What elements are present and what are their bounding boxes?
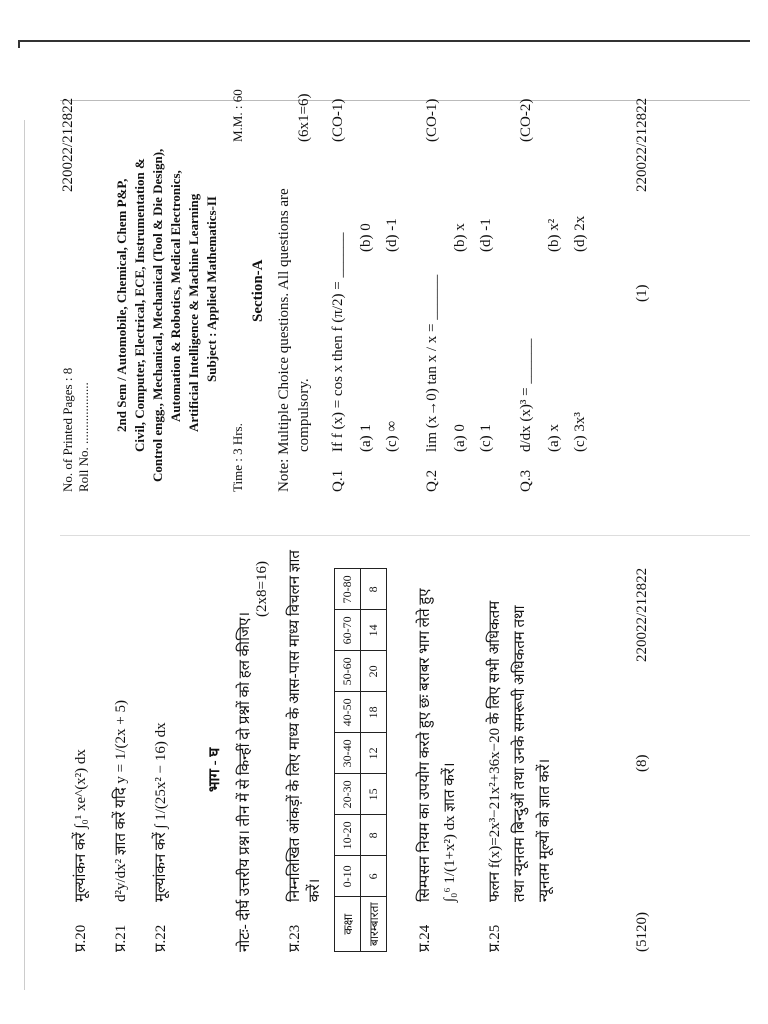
q23-text: निम्नलिखित आंकड़ों के लिए माध्य के आस-पास माध्य विचलन ज्ञात करें। [287,550,323,902]
footer-paper-code: (5120) [634,912,650,952]
subject: Subject : Applied Mathematics-II [204,196,219,382]
page-edge-left [24,120,25,990]
footer-page-number: (8) [634,754,650,772]
q1-number: Q.1 [330,469,346,492]
q22-number: प्र.22 [153,924,169,952]
q24-text-2: ∫₀⁶ 1/(1+x²) dx ज्ञात करें। [442,762,458,902]
section-a-title: Section-A [250,259,266,322]
table-cell: 12 [361,733,387,774]
table-cell: 20 [361,651,387,692]
q2-option-c: (c) 1 [478,424,494,452]
q24-number: प्र.24 [417,924,433,952]
left-page [54,532,714,962]
table-cell: 30-40 [335,733,361,774]
q2-co: (CO-1) [424,98,440,142]
section-d-marks: (2x8=16) [254,561,270,617]
time-allowed: Time : 3 Hrs. [230,423,245,492]
q22-text: मूल्यांकन करें ∫ 1/(25x² − 16) dx [153,722,169,902]
table-cell: 6 [361,856,387,897]
q23-number: प्र.23 [287,924,303,952]
printed-pages: No. of Printed Pages : 8 [60,367,75,492]
q3-option-a: (a) x [546,424,562,452]
max-marks: M.M. : 60 [230,89,245,142]
q3-option-b: (b) x² [546,218,562,252]
q25-number: प्र.25 [487,924,503,952]
table-header-class: कक्षा [335,897,361,952]
section-a-note: Note: Multiple Choice questions. All questions are [276,188,292,492]
table-cell: 0-10 [335,856,361,897]
footer-exam-code: 220022/212822 [634,567,650,662]
q1-text: If f (x) = cos x then f (π/2) = ______ [330,232,346,452]
q3-number: Q.3 [518,469,534,492]
page-edge-corner [18,40,20,48]
table-cell: 15 [361,774,387,815]
page-edge-top [20,40,750,42]
table-cell: 14 [361,610,387,651]
q21-number: प्र.21 [113,924,129,952]
exam-code-top: 220022/212822 [60,97,76,192]
q1-option-c: (c) ∞ [384,420,400,452]
q2-option-a: (a) 0 [452,424,468,452]
table-row [335,569,361,952]
q2-number: Q.2 [424,469,440,492]
q1-option-a: (a) 1 [358,424,374,452]
q25-text: फलन f(x)=2x³−21x²+36x−20 के लिए सभी अधिकतम [487,600,503,902]
table-cell: 40-50 [335,692,361,733]
section-d-note: नोटः- दीर्घ उत्तरीय प्रश्न। तीन में से किन्हीं दो प्रश्नों को हल कीजिए। [237,611,253,952]
q3-text: d/dx (x)³ = ______ [518,338,534,452]
table-cell: 10-20 [335,815,361,856]
header-line-3: Control engg., Mechanical, Mechanical (Tool & Die Design), [150,148,165,482]
table-header-frequency: बारम्बारता [361,897,387,952]
q2-text: lim (x→0) tan x / x = ______ [424,274,440,452]
footer-page-number: (1) [634,284,650,302]
q3-option-d: (d) 2x [572,215,588,252]
q21-text: d²y/dx² ज्ञात करें यदि y = 1/(2x + 5) [113,700,129,902]
q3-co: (CO-2) [518,98,534,142]
q1-co: (CO-1) [330,98,346,142]
q25-text-3: न्यूनतम मूल्यों को ज्ञात करें। [537,758,553,902]
q2-option-d: (d) -1 [478,218,494,252]
q3-option-c: (c) 3x³ [572,412,588,452]
frequency-table [334,568,387,952]
section-a-marks: (6x1=6) [296,93,312,142]
table-cell: 60-70 [335,610,361,651]
table-cell: 50-60 [335,651,361,692]
q1-option-b: (b) 0 [358,223,374,252]
q1-option-d: (d) -1 [384,218,400,252]
q25-text-2: तथा न्यूनतम बिन्दुओं तथा उनके समरूपी अधिकतम तथा [512,605,528,902]
section-d-title: भाग - घ [207,747,223,792]
header-line-1: 2nd Sem / Automobile, Chemical, Chem P&P, [114,178,129,432]
footer-exam-code: 220022/212822 [634,97,650,192]
table-cell: 8 [361,815,387,856]
roll-number: Roll No. ................... [76,382,91,492]
rotated-exam-sheet [54,62,714,962]
q20-number: प्र.20 [73,924,89,952]
section-a-note-2: compulsory. [296,378,312,452]
table-cell: 18 [361,692,387,733]
q24-text: सिम्पसन नियम का उपयोग करते हुए छः बराबर भाग लेते हुए [417,588,433,902]
header-line-2: Civil, Computer, Electrical, ECE, Instrumentation & [132,158,147,452]
table-cell: 8 [361,569,387,610]
q2-option-b: (b) x [452,223,468,252]
table-cell: 70-80 [335,569,361,610]
header-line-5: Artificial Intelligence & Machine Learning [186,193,201,432]
right-page [54,62,714,492]
table-row [361,569,387,952]
header-line-4: Automation & Robotics, Medical Electronics, [168,170,183,422]
q20-text: मूल्यांकन करें ∫₀¹ xe^(x²) dx [73,749,89,902]
table-cell: 20-30 [335,774,361,815]
